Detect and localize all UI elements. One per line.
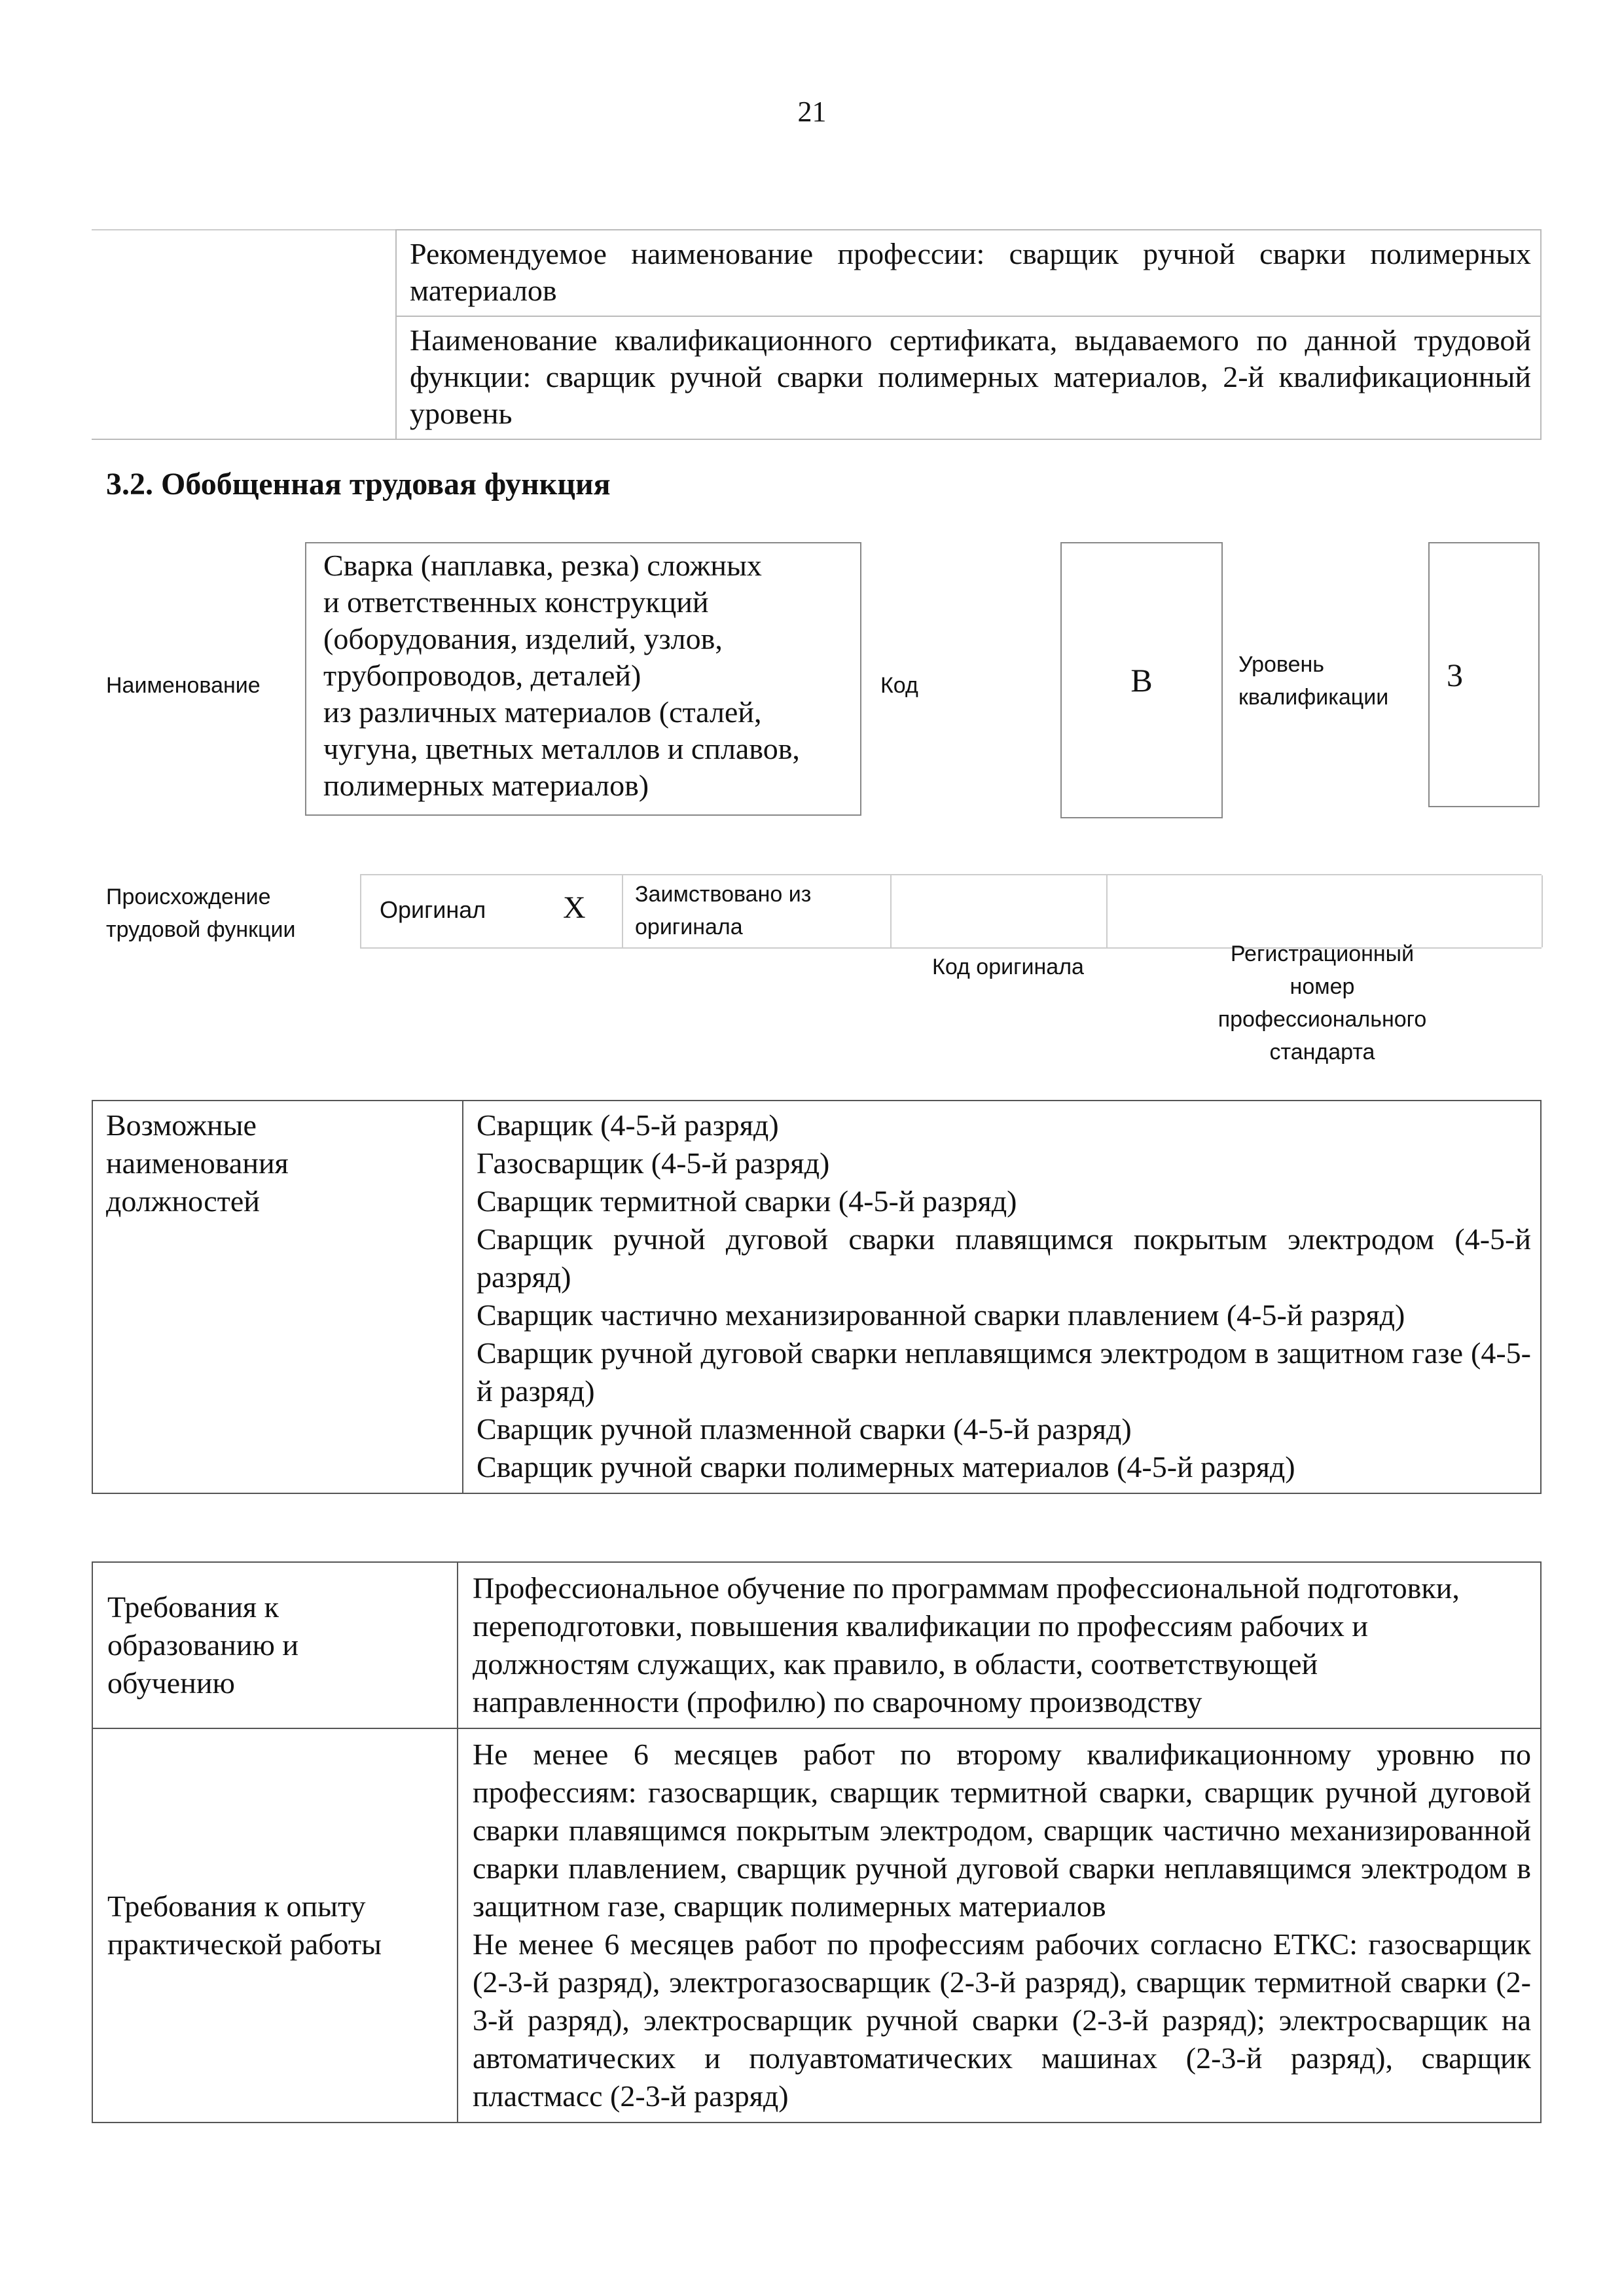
code-box — [1060, 542, 1223, 818]
positions-label-line: должностей — [106, 1184, 260, 1218]
experience-label-cell — [92, 1728, 458, 2123]
reg-caption-line: номер — [1290, 974, 1355, 999]
positions-label-cell — [92, 1101, 463, 1493]
certificate-name: Наименование квалификационного сертификата, выдаваемого по данной трудовой функции: сварщик ручной сварки полимерных материалов, 2-й квалификационный уровень — [396, 316, 1541, 439]
origin-label-line: трудовой функции — [106, 917, 296, 942]
recommended-profession-name: Рекомендуемое наименование профессии: сварщик ручной сварки полимерных материалов — [396, 230, 1541, 316]
code-value: В — [1130, 662, 1153, 699]
function-name-line: Сварка (наплавка, резка) сложных — [323, 549, 762, 582]
level-label-line: квалификации — [1238, 685, 1389, 710]
requirements-table — [92, 1561, 1542, 2123]
reg-caption-line: профессионального — [1218, 1007, 1427, 1032]
original-mark: Х — [563, 890, 586, 925]
name-label: Наименование — [106, 673, 261, 698]
experience-label-line: практической работы — [107, 1927, 382, 1961]
reg-caption-line: Регистрационный — [1230, 941, 1415, 966]
function-name-line: (оборудования, изделий, узлов, — [323, 622, 723, 655]
position-item: Сварщик ручной плазменной сварки (4-5-й разряд) — [477, 1412, 1132, 1446]
positions-label-line: наименования — [106, 1146, 289, 1180]
possible-positions-table — [92, 1100, 1542, 1494]
code-original-cell — [890, 875, 1108, 947]
education-label-cell — [92, 1562, 458, 1728]
origin-label — [106, 881, 295, 946]
education-label-line: обучению — [107, 1666, 235, 1700]
experience-label-line: Требования к опыту — [107, 1889, 366, 1923]
original-label: Оригинал — [380, 896, 486, 923]
position-item: Сварщик термитной сварки (4-5-й разряд) — [477, 1184, 1017, 1218]
page-number: 21 — [797, 96, 827, 128]
function-name-line: трубопроводов, деталей) — [323, 659, 641, 692]
function-name-line: полимерных материалов) — [323, 769, 649, 802]
education-label-line: Требования к — [107, 1590, 279, 1624]
qualification-level-box — [1428, 542, 1540, 807]
experience-text: Не менее 6 месяцев работ по профессиям рабочих согласно ЕТКС: газосварщик (2-3-й разряд), электрогазосварщик (2-3-й разряд), сварщик термитной сварки (2-3-й разряд), электросварщик ручной сварки (2-3-й разряд); электросварщик на автоматических и полуавтоматических машинах (2-3-й разряд), сварщик пластмасс (2-3-й разряд) — [473, 1927, 1531, 2113]
code-label: Код — [880, 673, 918, 698]
reg-caption-line: стандарта — [1269, 1040, 1375, 1065]
position-item: Сварщик ручной дуговой сварки неплавящимся электродом в защитном газе (4-5-й разряд) — [477, 1336, 1531, 1408]
position-item: Сварщик ручной дуговой сварки плавящимся покрытым электродом (4-5-й разряд) — [477, 1222, 1531, 1294]
education-text-cell — [458, 1562, 1541, 1728]
education-text: Профессиональное обучение по программам профессиональной подготовки, переподготовки, повышения квалификации по профессиям рабочих и должностям служащих, как правило, в области, соответствующей направленности (профилю) по сварочному производству — [473, 1571, 1460, 1719]
education-label-line: образованию и — [107, 1628, 298, 1662]
qualification-level-value: 3 — [1447, 656, 1463, 693]
registration-number-caption — [1185, 938, 1460, 1068]
origin-label-line: Происхождение — [106, 884, 271, 909]
qualification-level-label — [1238, 648, 1388, 714]
level-label-line: Уровень — [1238, 652, 1324, 677]
position-item: Сварщик (4-5-й разряд) — [477, 1108, 779, 1142]
position-item: Сварщик ручной сварки полимерных материалов (4-5-й разряд) — [477, 1450, 1295, 1484]
function-name-line: чугуна, цветных металлов и сплавов, — [323, 732, 800, 765]
positions-list-cell — [463, 1101, 1541, 1493]
position-item: Газосварщик (4-5-й разряд) — [477, 1146, 830, 1180]
borrowed-cell — [622, 875, 892, 947]
code-original-caption: Код оригинала — [932, 955, 1084, 979]
empty-cell — [92, 230, 396, 439]
borrowed-label-line: оригинала — [635, 915, 743, 939]
borrowed-label — [635, 878, 811, 943]
function-name-box — [305, 542, 861, 816]
experience-text: Не менее 6 месяцев работ по второму квалификационному уровню по профессиям: газосварщик, сварщик термитной сварки, сварщик ручной дуговой сварки плавящимся покрытым электродом, сварщик частично механизированной сварки плавлением, сварщик ручной дуговой сварки неплавящимся электродом в защитном газе, сварщик полимерных материалов — [473, 1738, 1531, 1923]
section-heading: 3.2. Обобщенная трудовая функция — [106, 467, 611, 501]
position-item: Сварщик частично механизированной сварки плавлением (4-5-й разряд) — [477, 1298, 1405, 1332]
borrowed-label-line: Заимствовано из — [635, 882, 812, 907]
function-name-line: из различных материалов (сталей, — [323, 695, 762, 729]
top-qualification-table — [92, 229, 1542, 440]
function-name-line: и ответственных конструкций — [323, 585, 709, 619]
original-cell — [360, 875, 623, 947]
positions-label-line: Возможные — [106, 1108, 257, 1142]
experience-text-cell — [458, 1728, 1541, 2123]
registration-number-cell — [1106, 875, 1543, 947]
